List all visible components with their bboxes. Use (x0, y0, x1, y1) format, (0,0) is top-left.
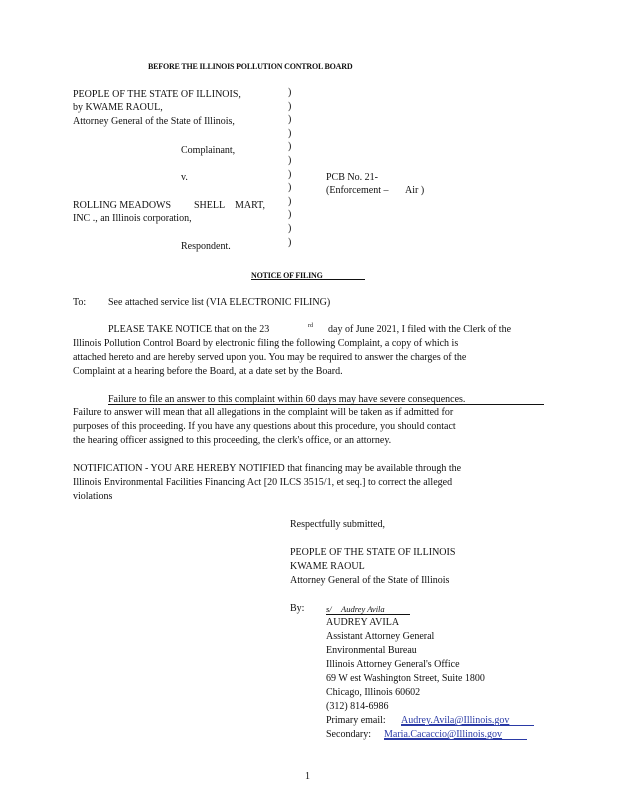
defendant-name-part-1: ROLLING MEADOWS (73, 200, 172, 211)
enforcement-label: (Enforcement – (326, 185, 389, 196)
notice-para-2-line: Failure to answer will mean that all allegations in the complaint will be taken as if admitted for (73, 407, 454, 418)
notice-para-1-lead: PLEASE TAKE NOTICE that on the 23 (108, 324, 270, 335)
notice-title: NOTICE OF FILING (251, 271, 323, 280)
notice-para-2-line: the hearing officer assigned to this proceeding, the clerk's office, or an attorney. (73, 435, 392, 446)
notification-line: NOTIFICATION - YOU ARE HEREBY NOTIFIED that financing may be available through the (73, 463, 462, 474)
notice-para-1-line: Complaint at a hearing before the Board, at a date set by the Board. (73, 366, 343, 377)
caption-paren: ) (288, 100, 292, 112)
complainant-label: Complainant, (181, 145, 236, 156)
by-label: By: (290, 603, 305, 614)
caption-paren: ) (288, 236, 292, 248)
party-line: PEOPLE OF THE STATE OF ILLINOIS (290, 547, 456, 558)
enforcement-type: Air ) (405, 185, 425, 196)
caption-paren: ) (288, 182, 292, 194)
caption-paren-column (288, 86, 291, 249)
caption-paren: ) (288, 222, 292, 234)
warning-underline (108, 404, 544, 405)
caption-paren: ) (288, 141, 292, 153)
respondent-label: Respondent. (181, 241, 231, 252)
page-number: 1 (305, 771, 310, 782)
notice-para-1-line: Illinois Pollution Control Board by electronic filing the following Complaint, a copy of which is (73, 338, 459, 349)
signer-city: Chicago, Illinois 60602 (326, 687, 421, 698)
secondary-email-link[interactable]: Maria.Cacaccio@Illinois.gov (384, 729, 503, 740)
caption-paren: ) (288, 127, 292, 139)
service-list-text: See attached service list (VIA ELECTRONIC FILING) (108, 297, 331, 308)
notice-para-2-line: purposes of this proceeding. If you have any questions about this procedure, you should contact (73, 421, 456, 432)
primary-email-underline (401, 725, 534, 726)
esignature: Audrey Avila (341, 604, 385, 614)
caption-paren: ) (288, 154, 292, 166)
notice-para-2-warning: Failure to file an answer to this complaint within 60 days may have severe consequences. (108, 394, 466, 405)
defendant-name-part-3: MART, (235, 200, 266, 211)
case-number: PCB No. 21- (326, 172, 378, 183)
signer-office: Illinois Attorney General's Office (326, 659, 460, 670)
primary-email-link[interactable]: Audrey.Avila@Illinois.gov (401, 715, 510, 726)
signer-street: 69 W est Washington Street, Suite 1800 (326, 673, 485, 684)
primary-email-label: Primary email: (326, 715, 386, 726)
versus-label: v. (181, 172, 188, 183)
plaintiff-line-2: by KWAME RAOUL, (73, 102, 163, 113)
caption-paren: ) (288, 87, 292, 98)
signer-bureau: Environmental Bureau (326, 645, 417, 656)
notice-para-1-rest: day of June 2021, I filed with the Clerk of the (328, 324, 512, 335)
signer-phone: (312) 814-6986 (326, 701, 389, 712)
notice-para-1-line: attached hereto and are hereby served upon you. You may be required to answer the charges of the (73, 352, 467, 363)
court-heading: BEFORE THE ILLINOIS POLLUTION CONTROL BOARD (148, 62, 353, 71)
signer-title: Assistant Attorney General (326, 631, 435, 642)
esignature-prefix: s/ (326, 604, 332, 614)
party-line: Attorney General of the State of Illinois (290, 575, 450, 586)
caption-paren: ) (288, 168, 292, 180)
signature-line (326, 614, 410, 615)
notice-title-underline (251, 279, 365, 280)
notification-line: Illinois Environmental Facilities Financing Act [20 ILCS 3515/1, et seq.] to correct the alleged (73, 477, 453, 488)
closing: Respectfully submitted, (290, 519, 385, 530)
notification-line: violations (73, 491, 113, 502)
caption-paren: ) (288, 209, 292, 221)
to-label: To: (73, 297, 87, 308)
secondary-email-label: Secondary: (326, 729, 371, 740)
date-ordinal-suffix: rd (308, 323, 313, 329)
caption-paren: ) (288, 195, 292, 207)
plaintiff-line-1: PEOPLE OF THE STATE OF ILLINOIS, (73, 89, 241, 100)
party-line: KWAME RAOUL (290, 561, 365, 572)
defendant-line-2: INC ., an Illinois corporation, (73, 213, 192, 224)
secondary-email-underline (384, 739, 527, 740)
plaintiff-line-3: Attorney General of the State of Illinois, (73, 116, 235, 127)
caption-paren: ) (288, 114, 292, 126)
signer-name: AUDREY AVILA (326, 617, 400, 628)
defendant-name-part-2: SHELL (194, 200, 226, 211)
